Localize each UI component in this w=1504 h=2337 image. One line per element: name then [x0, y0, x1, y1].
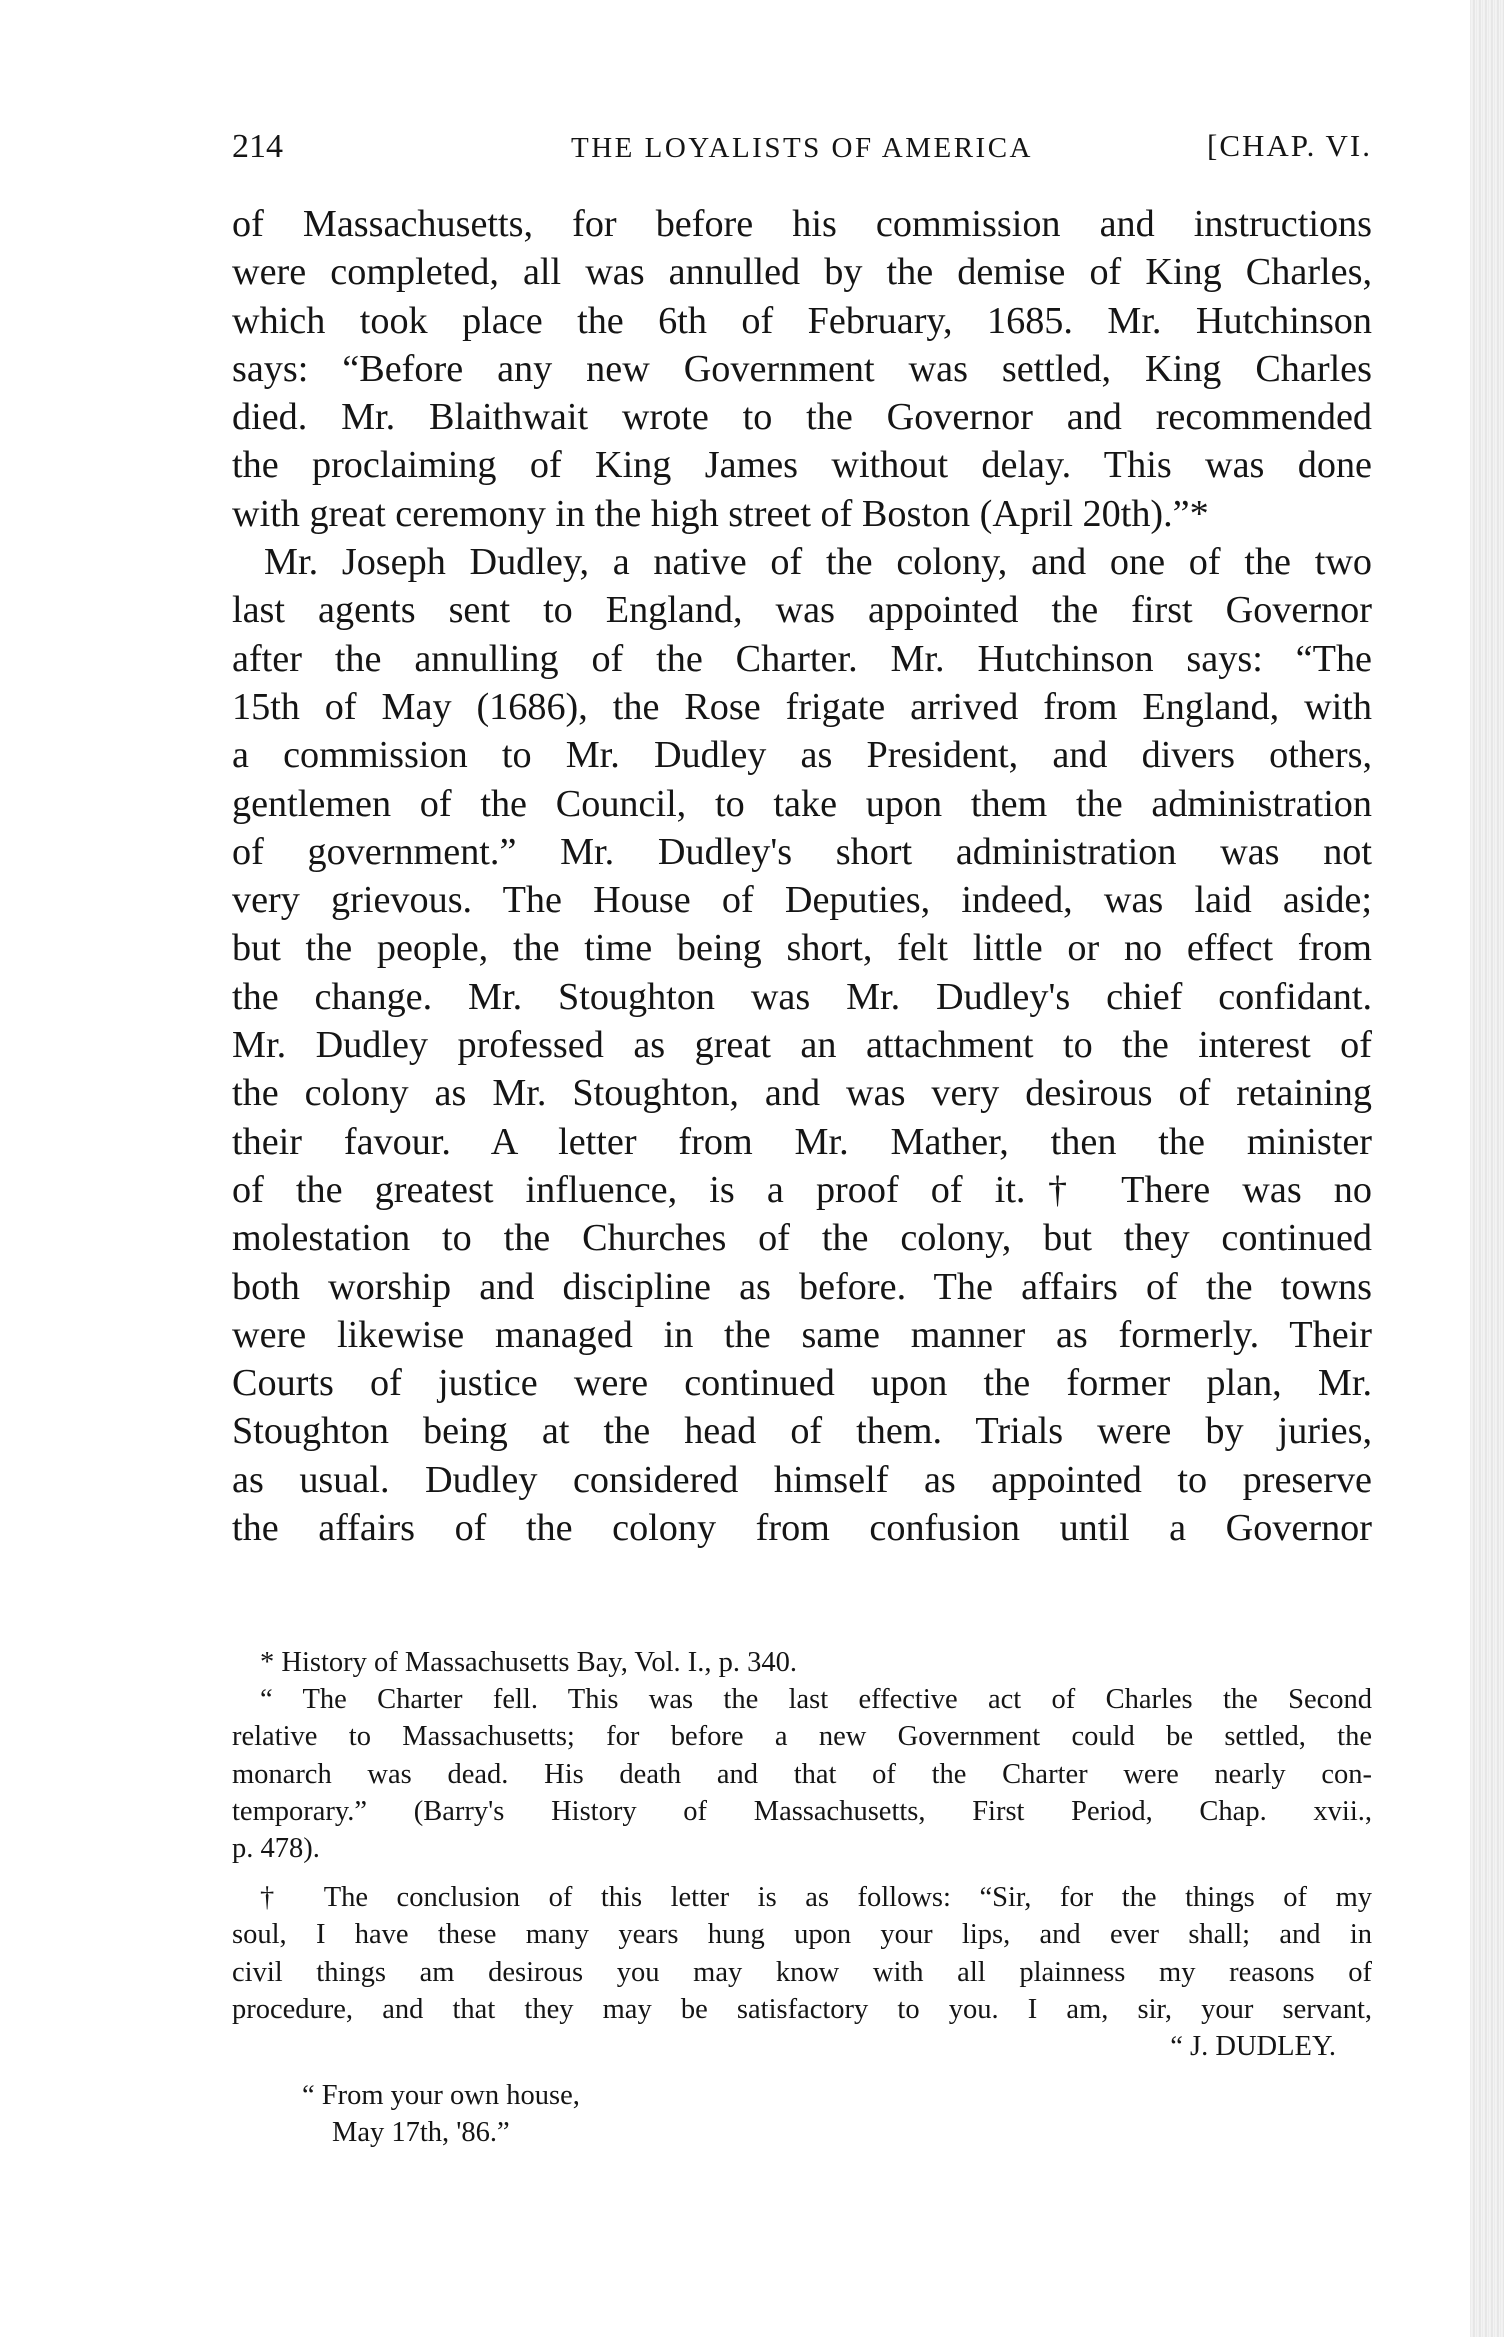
body-line: gentlemen of the Council, to take upon them the administration [232, 782, 1372, 825]
body-line: with great ceremony in the high street of Boston (April 20th).”* [232, 492, 1209, 535]
body-line: of government.” Mr. Dudley's short administration was not [232, 830, 1372, 873]
body-line: as usual. Dudley considered himself as appointed to preserve [232, 1458, 1372, 1501]
footnote-line: temporary.” (Barry's History of Massachusetts, First Period, Chap. xvii., [232, 1795, 1372, 1827]
body-line: of the greatest influence, is a proof of it.† There was no [232, 1168, 1372, 1211]
page-number: 214 [232, 128, 283, 165]
body-line: very grievous. The House of Deputies, indeed, was laid aside; [232, 879, 1372, 922]
body-line: the change. Mr. Stoughton was Mr. Dudley's chief confidant. [232, 975, 1372, 1018]
body-line: Mr. Dudley professed as great an attachment to the interest of [232, 1024, 1372, 1067]
footnote-star-reference: * History of Massachusetts Bay, Vol. I., p. 340. [260, 1647, 797, 1678]
body-line: were likewise managed in the same manner as formerly. Their [232, 1313, 1372, 1356]
body-line: the colony as Mr. Stoughton, and was very desirous of retaining [232, 1072, 1372, 1115]
body-line: molestation to the Churches of the colony, but they continued [232, 1217, 1372, 1260]
body-line: a commission to Mr. Dudley as President, and divers others, [232, 734, 1372, 777]
footnote-line: relative to Massachusetts; for before a new Government could be settled, the [232, 1721, 1372, 1753]
footnote-line: † The conclusion of this letter is as follows: “Sir, for the things of my [260, 1882, 1372, 1914]
body-line: 15th of May (1686), the Rose frigate arrived from England, with [232, 685, 1372, 728]
letter-signature: “ J. DUDLEY. [1170, 2030, 1336, 2062]
body-line: died. Mr. Blaithwait wrote to the Governor and recommended [232, 396, 1372, 439]
body-line: after the annulling of the Charter. Mr. Hutchinson says: “The [232, 637, 1372, 680]
body-line: Mr. Joseph Dudley, a native of the colony, and one of the two [264, 541, 1372, 584]
footnote-line: “ The Charter fell. This was the last effective act of Charles the Second [260, 1684, 1372, 1716]
body-line: of Massachusetts, for before his commission and instructions [232, 203, 1372, 245]
body-line: the proclaiming of King James without delay. This was done [232, 444, 1372, 487]
footnote-line: procedure, and that they may be satisfactory to you. I am, sir, your servant, [232, 1993, 1372, 2025]
body-line: says: “Before any new Government was settled, King Charles [232, 347, 1372, 390]
running-header [232, 118, 1372, 178]
body-line: Courts of justice were continued upon the former plan, Mr. [232, 1362, 1372, 1405]
body-line: both worship and discipline as before. The affairs of the towns [232, 1265, 1372, 1308]
footnote-line: monarch was dead. His death and that of the Charter were nearly con- [232, 1758, 1372, 1790]
body-line: their favour. A letter from Mr. Mather, then the minister [232, 1120, 1372, 1163]
footnote-line: civil things am desirous you may know with all plainness my reasons of [232, 1956, 1372, 1988]
chapter-label: [CHAP. VI. [1207, 128, 1372, 163]
body-line: which took place the 6th of February, 1685. Mr. Hutchinson [232, 299, 1372, 342]
body-line: Stoughton being at the head of them. Trials were by juries, [232, 1410, 1372, 1453]
page-edge-shading [1470, 0, 1504, 2337]
footnote-line: soul, I have these many years hung upon your lips, and ever shall; and in [232, 1919, 1372, 1951]
running-title: THE LOYALISTS OF AMERICA [571, 132, 1033, 164]
body-text [232, 200, 1372, 1552]
body-line: last agents sent to England, was appointed the first Governor [232, 589, 1372, 632]
letter-closing-date: May 17th, '86.” [332, 2117, 510, 2149]
footnote-line: p. 478). [232, 1832, 320, 1864]
letter-closing-place: “ From your own house, [302, 2080, 580, 2112]
footnotes [232, 1644, 1372, 2151]
body-line: were completed, all was annulled by the demise of King Charles, [232, 251, 1372, 294]
body-line: but the people, the time being short, felt little or no effect from [232, 927, 1372, 970]
body-line: the affairs of the colony from confusion until a Governor [232, 1507, 1372, 1550]
